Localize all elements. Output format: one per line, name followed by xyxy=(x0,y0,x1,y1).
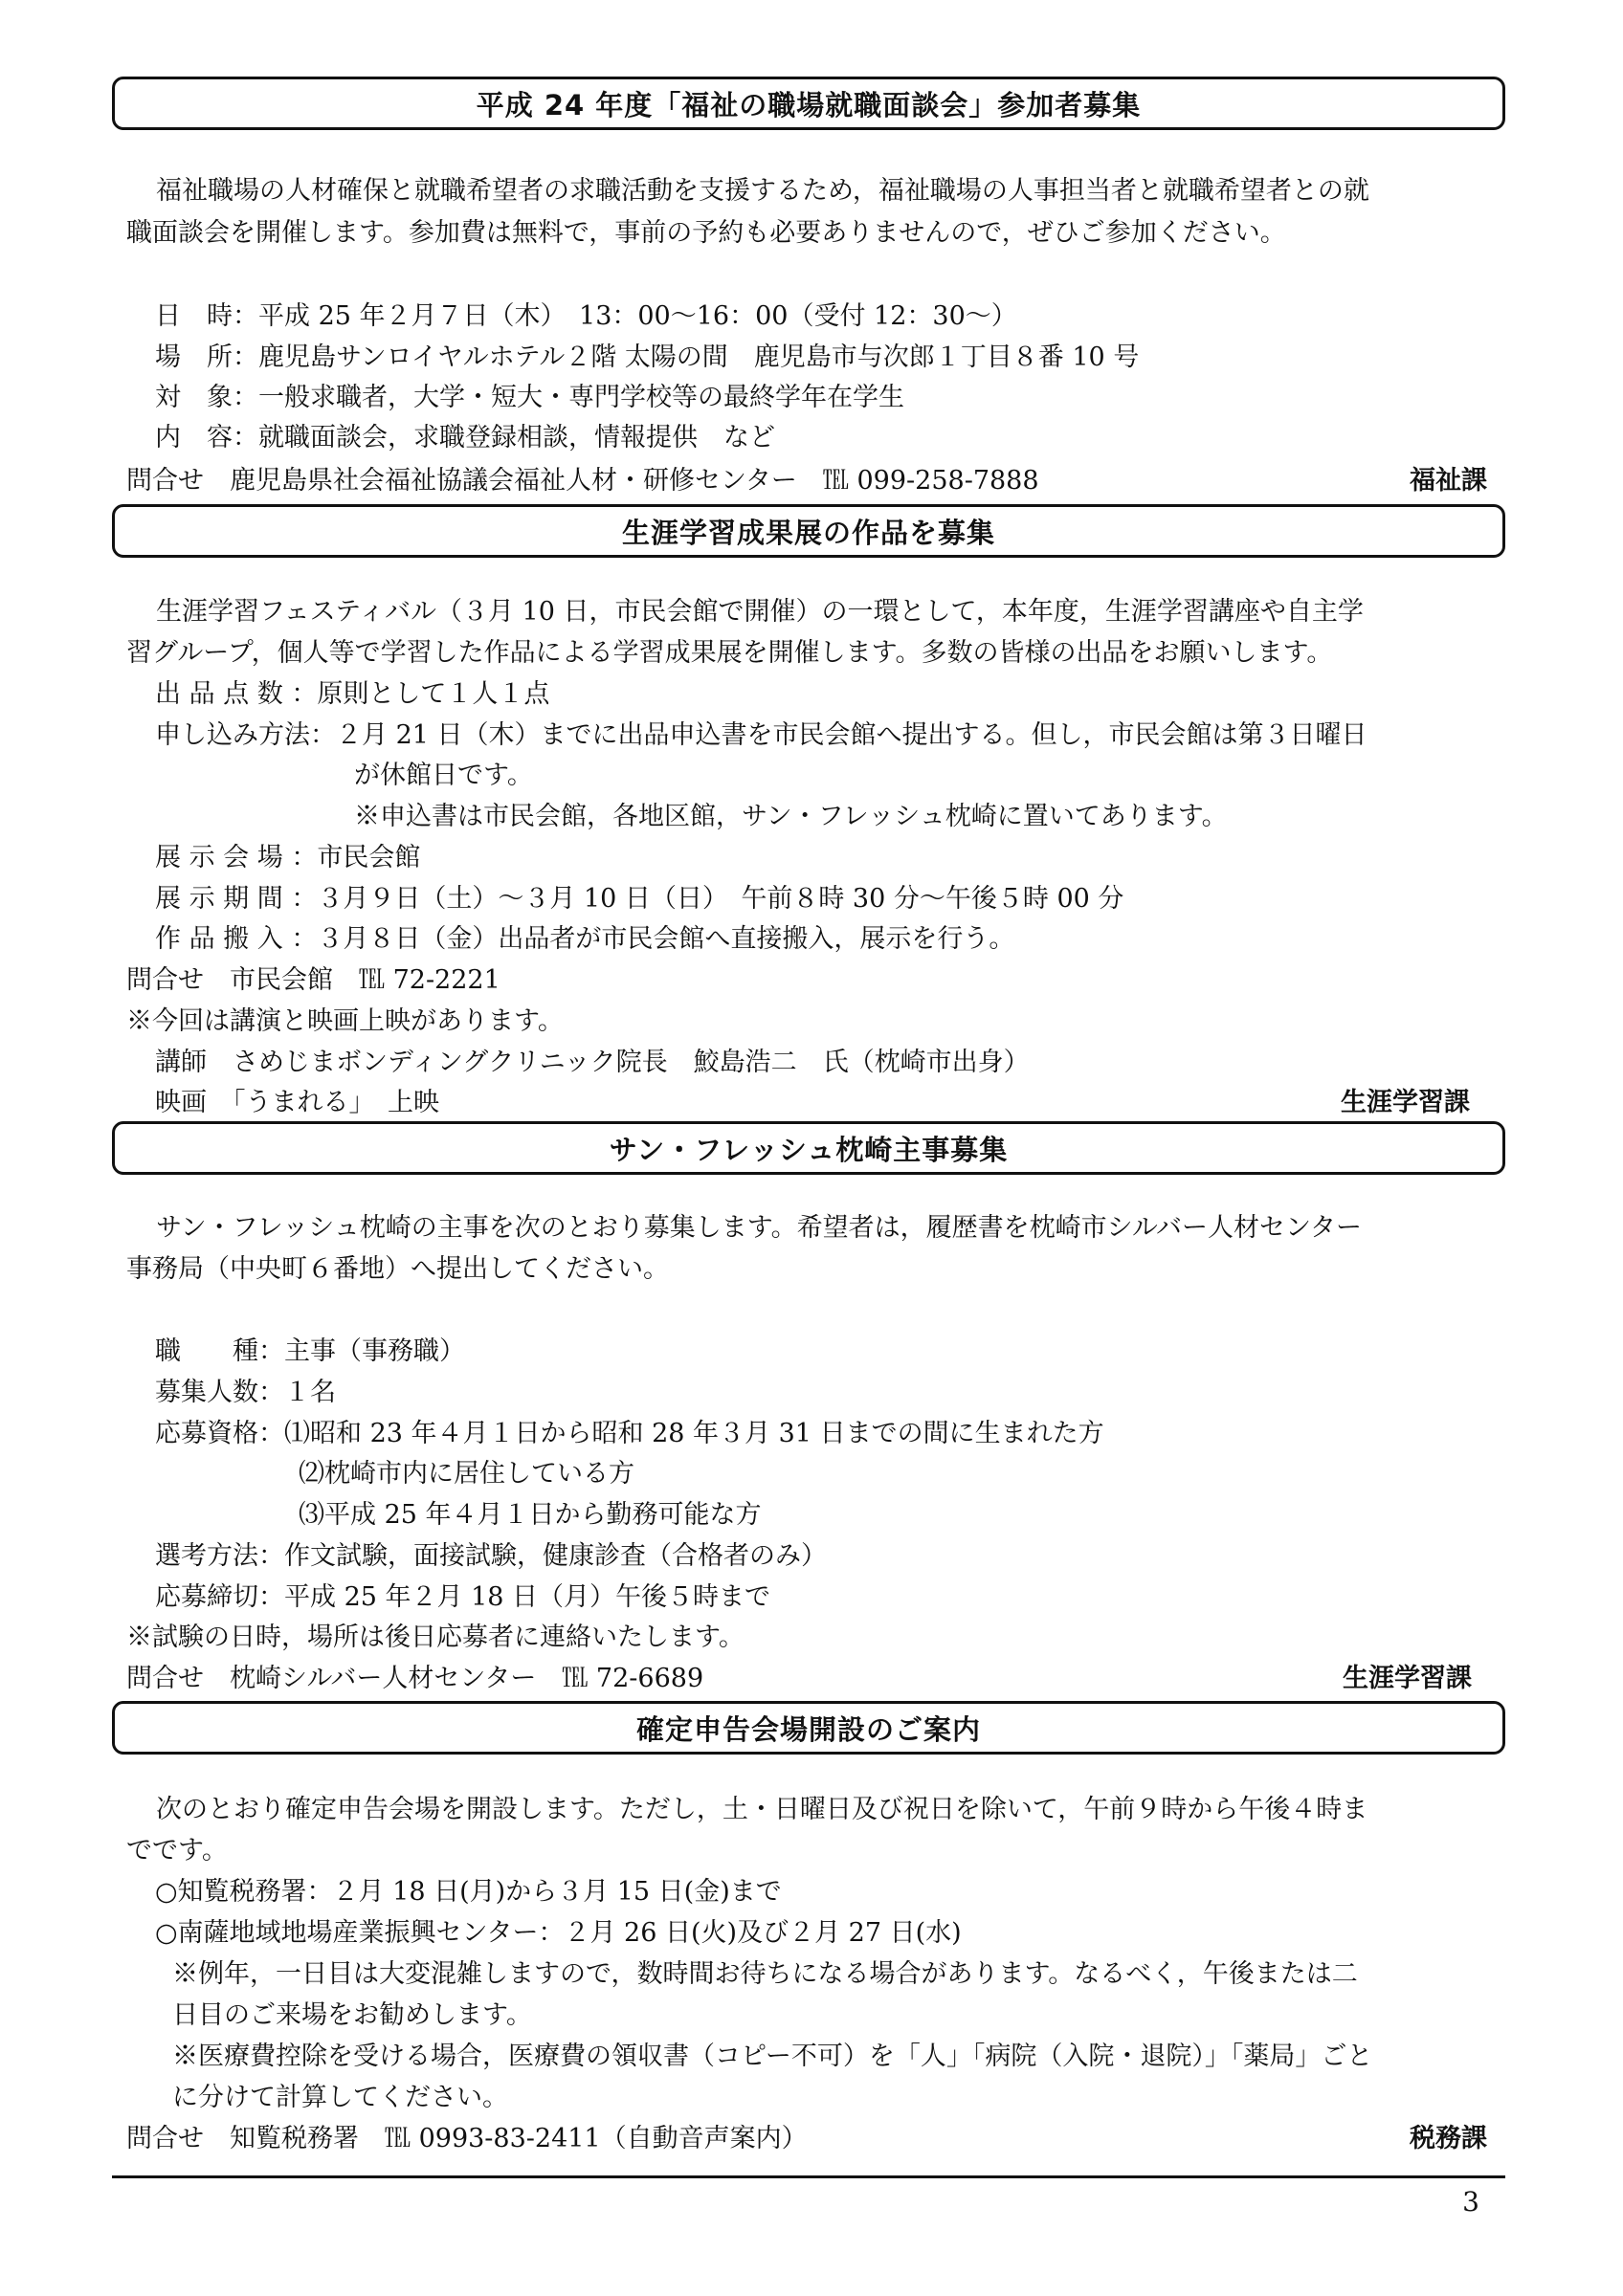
detail-line: 応募締切：平成 25 年２月 18 日（月）午後５時まで xyxy=(155,1582,771,1612)
section-title: サン・フレッシュ枕崎主事募集 xyxy=(112,1121,1505,1175)
department-label: 福祉課 xyxy=(1410,466,1487,496)
detail-line: 応募資格：⑴昭和 23 年４月１日から昭和 28 年３月 31 日までの間に生まれた方 xyxy=(155,1419,1104,1448)
detail-line: ○南薩地域地場産業振興センター：２月 26 日(火)及び２月 27 日(水) xyxy=(155,1918,962,1948)
intro-line: サン・フレッシュ枕崎の主事を次のとおり募集します。希望者は，履歴書を枕崎市シルバー人材センター xyxy=(156,1213,1362,1243)
detail-note: 日目のご来場をお勧めします。 xyxy=(172,2000,532,2030)
detail-line: ○知覧税務署：２月 18 日(月)から３月 15 日(金)まで xyxy=(155,1877,782,1907)
detail-line: 場 所：鹿児島サンロイヤルホテル２階 太陽の間 鹿児島市与次郎１丁目８番 10 号 xyxy=(155,342,1140,372)
intro-line: 次のとおり確定申告会場を開設します。ただし，土・日曜日及び祝日を除いて，午前９時から午後４時ま xyxy=(156,1795,1368,1824)
detail-line: 出 品 点 数 ：原則として１人１点 xyxy=(155,679,550,709)
intro-line: 福祉職場の人材確保と就職希望者の求職活動を支援するため，福祉職場の人事担当者と就職希望者との就 xyxy=(156,176,1369,206)
intro-line: 事務局（中央町６番地）へ提出してください。 xyxy=(126,1254,669,1284)
contact-line: 問合せ 市民会館 ℡ 72-2221 xyxy=(126,965,500,995)
intro-line: 習グループ，個人等で学習した作品による学習成果展を開催します。多数の皆様の出品をお願いします。 xyxy=(126,638,1333,668)
detail-note: に分けて計算してください。 xyxy=(172,2083,508,2112)
intro-line: でです。 xyxy=(126,1836,228,1866)
intro-line: 生涯学習フェスティバル（３月 10 日，市民会館で開催）の一環として，本年度，生涯学習講座や自主学 xyxy=(156,597,1364,627)
section-title: 生涯学習成果展の作品を募集 xyxy=(112,504,1505,558)
contact-line: 問合せ 枕崎シルバー人材センター ℡ 72-6689 xyxy=(126,1664,704,1693)
note-line: 映画 「うまれる」 上映 xyxy=(155,1088,439,1117)
detail-line: 選考方法：作文試験，面接試験，健康診査（合格者のみ） xyxy=(155,1541,827,1571)
detail-line: 作 品 搬 入 ：３月８日（金）出品者が市民会館へ直接搬入，展示を行う。 xyxy=(155,924,1015,954)
department-label: 税務課 xyxy=(1410,2124,1487,2153)
detail-line: 展 示 会 場 ：市民会館 xyxy=(155,843,421,872)
detail-line: が休館日です。 xyxy=(354,761,533,790)
footer-rule xyxy=(112,2175,1505,2178)
section-title: 確定申告会場開設のご案内 xyxy=(112,1701,1505,1755)
detail-line: ⑵枕崎市内に居住している方 xyxy=(299,1459,634,1489)
detail-line: 展 示 期 間 ：３月９日（土）～３月 10 日（日） 午前８時 30 分～午後５時 00 分 xyxy=(155,884,1124,914)
note-line: ※今回は講演と映画上映があります。 xyxy=(126,1006,564,1036)
detail-line: ⑶平成 25 年４月１日から勤務可能な方 xyxy=(299,1500,762,1530)
detail-line: 日 時：平成 25 年２月７日（木） 13：00～16：00（受付 12：30～） xyxy=(155,301,1017,331)
department-label: 生涯学習課 xyxy=(1343,1664,1472,1693)
note-line: ※試験の日時，場所は後日応募者に連絡いたします。 xyxy=(126,1623,745,1652)
intro-line: 職面談会を開催します。参加費は無料で，事前の予約も必要ありませんので，ぜひご参加ください。 xyxy=(126,218,1286,248)
detail-line: 申し込み方法：２月 21 日（木）までに出品申込書を市民会館へ提出する。但し，市民会館は第３日曜日 xyxy=(155,720,1367,750)
contact-line: 問合せ 鹿児島県社会福祉協議会福祉人材・研修センター ℡ 099-258-7888 xyxy=(126,466,1039,496)
contact-line: 問合せ 知覧税務署 ℡ 0993-83-2411（自動音声案内） xyxy=(126,2124,808,2153)
section-title: 平成 24 年度「福祉の職場就職面談会」参加者募集 xyxy=(112,77,1505,130)
detail-line: 内 容：就職面談会，求職登録相談，情報提供 など xyxy=(155,423,775,453)
department-label: 生涯学習課 xyxy=(1341,1088,1470,1117)
detail-note: ※例年，一日目は大変混雑しますので，数時間お待ちになる場合があります。なるべく，午後または二 xyxy=(172,1959,1358,1989)
detail-note: ※申込書は市民会館，各地区館，サン・フレッシュ枕崎に置いてあります。 xyxy=(354,802,1228,831)
detail-line: 対 象：一般求職者，大学・短大・専門学校等の最終学年在学生 xyxy=(155,383,904,412)
detail-line: 募集人数：１名 xyxy=(155,1378,336,1407)
page-number: 3 xyxy=(1462,2186,1479,2218)
detail-note: ※医療費控除を受ける場合，医療費の領収書（コピー不可）を「人」「病院（入院・退院）」「薬局」ごと xyxy=(172,2042,1373,2071)
detail-line: 職 種：主事（事務職） xyxy=(155,1336,465,1366)
note-line: 講師 さめじまボンディングクリニック院長 鮫島浩二 氏（枕崎市出身） xyxy=(155,1048,1030,1077)
